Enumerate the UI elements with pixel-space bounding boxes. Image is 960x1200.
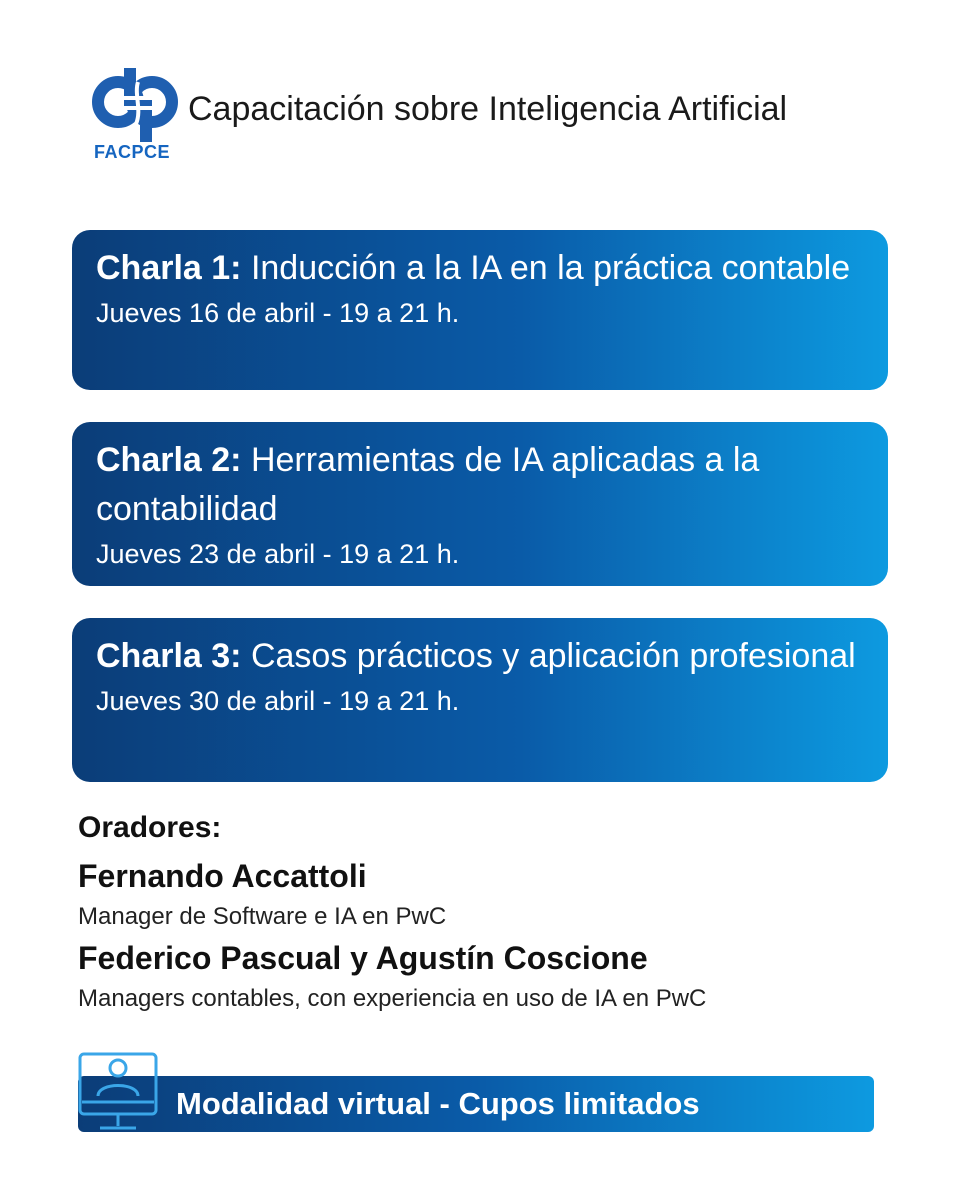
speaker-role: Manager de Software e IA en PwC xyxy=(78,903,447,930)
talk-date: Jueves 16 de abril - 19 a 21 h. xyxy=(96,298,460,328)
talk-topic: Inducción a la IA en la práctica contable xyxy=(241,249,851,287)
modality-text: Modalidad virtual - Cupos limitados xyxy=(176,1086,700,1121)
facpce-logo-icon xyxy=(92,68,178,144)
logo-text: FACPCE xyxy=(94,142,171,162)
modality-banner xyxy=(78,1076,874,1132)
speaker-name: Federico Pascual y Agustín Coscione xyxy=(78,940,648,976)
talk-topic: Herramientas de IA aplicadas a la contabilidad xyxy=(96,441,760,528)
speaker-role: Managers contables, con experiencia en uso de IA en PwC xyxy=(78,985,707,1012)
talk-number: Charla 2: xyxy=(96,441,242,479)
talk-topic: Casos prácticos y aplicación profesional xyxy=(241,637,856,675)
page-title: Capacitación sobre Inteligencia Artificial xyxy=(188,89,788,128)
talk-title xyxy=(96,244,864,293)
talk-card-1 xyxy=(72,230,888,390)
header xyxy=(92,68,787,164)
speakers-heading: Oradores: xyxy=(78,811,222,844)
speakers-section xyxy=(78,808,898,1014)
talk-date: Jueves 23 de abril - 19 a 21 h. xyxy=(96,539,460,569)
talk-number: Charla 1: xyxy=(96,249,242,287)
talk-title xyxy=(96,632,864,681)
computer-user-icon xyxy=(78,1052,158,1136)
talk-date: Jueves 30 de abril - 19 a 21 h. xyxy=(96,686,460,716)
talk-number: Charla 3: xyxy=(96,637,242,675)
talk-card-3 xyxy=(72,618,888,782)
speaker-name: Fernando Accattoli xyxy=(78,858,367,894)
facpce-logo xyxy=(92,68,178,164)
talk-card-2 xyxy=(72,422,888,586)
talk-title xyxy=(96,436,864,534)
